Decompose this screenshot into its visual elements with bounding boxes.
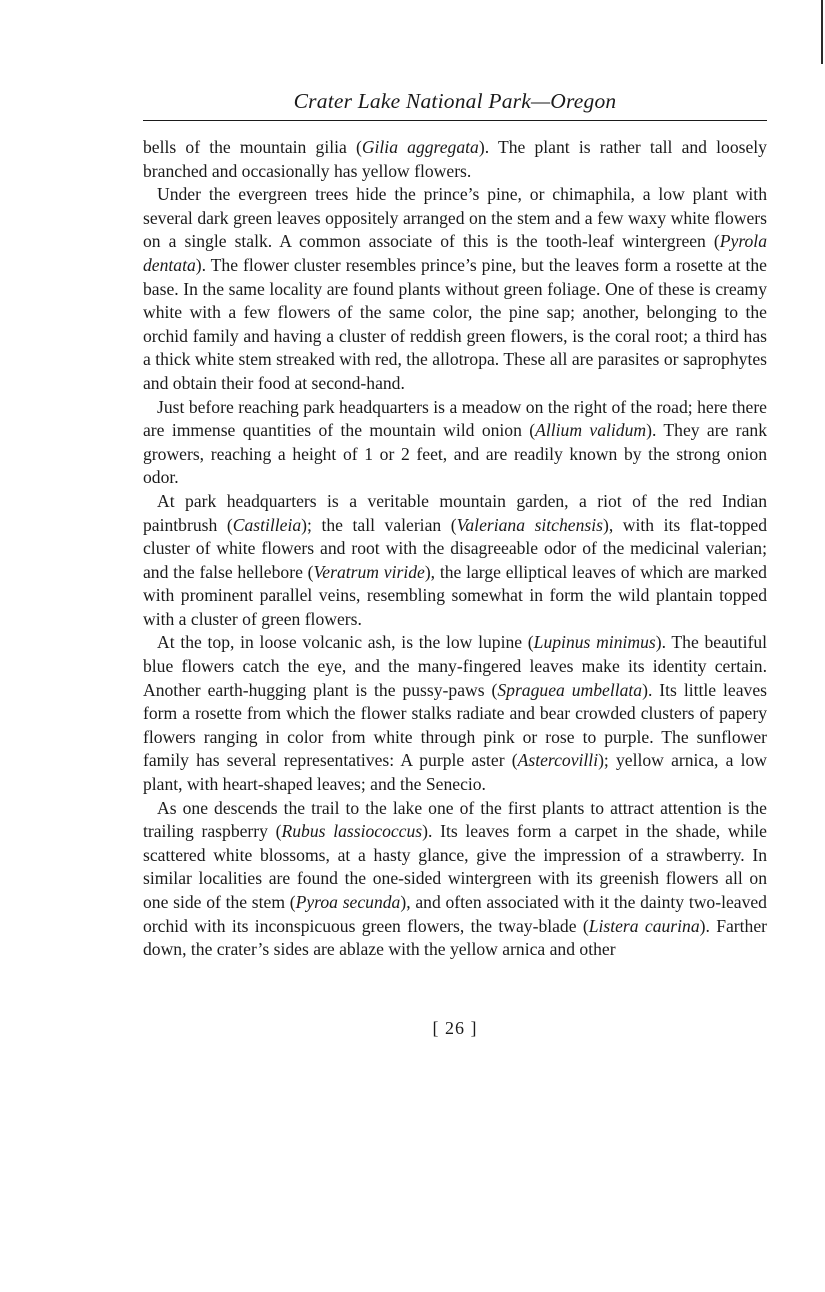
text-run: ). The plant is rather tall and loosely branched and occasionally has yellow flowers. [143, 137, 767, 181]
paragraph [143, 631, 767, 796]
text-run: ). The beautiful blue flowers catch the eye, and the many-fingered leaves make its identity certain. Another earth-hugging plant is the pussy-paws ( [143, 632, 768, 700]
text-run: ). The flower cluster resembles prince’s pine, but the leaves form a rosette at the base. In the same locality are found plants without green foliage. One of these is creamy white with a few flowers of the same color, the pine sap; another, belonging to the orchid family and having a cluster of reddish green flowers, is the coral root; a third has a thick white stem streaked with red, the allotropa. These all are parasites or saprophytes and obtain their food at second-hand. [143, 254, 767, 393]
running-head: Crater Lake National Park—Oregon [293, 89, 617, 113]
species-name: Allium validum [535, 420, 647, 441]
body-text [143, 136, 767, 962]
text-run: Just before reaching park headquarters is a meadow on the right of the road; here there are immense quantities of the mountain wild onion ( [143, 396, 767, 441]
text-run: ), with its flat-topped cluster of white flowers and root with the disagreeable odor of the medicinal valerian; and the false hellebore ( [143, 514, 767, 582]
species-name: Spraguea umbellata [497, 679, 643, 700]
text-run: ). Farther down, the crater’s sides are ablaze with the yellow arnica and other [143, 915, 767, 960]
text-run: ). They are rank growers, reaching a height of 1 or 2 feet, and are readily known by the strong onion odor. [143, 420, 768, 488]
paragraph [143, 183, 767, 395]
header-rule [143, 120, 767, 121]
text-run: At the top, in loose volcanic ash, is the low lupine ( [157, 632, 534, 653]
species-name: Valeriana sitchensis [456, 514, 603, 535]
paragraph [143, 797, 767, 962]
text-run: ); yellow arnica, a low plant, with heart-shaped leaves; and the Senecio. [143, 750, 767, 795]
text-run: ), the large elliptical leaves of which are marked with prominent parallel veins, resembling somewhat in form the wild plantain topped with a cluster of green flowers. [143, 561, 767, 629]
species-name: Castilleia [232, 514, 302, 535]
text-run: As one descends the trail to the lake one of the first plants to attract attention is the trailing raspberry ( [143, 797, 767, 842]
text-run: At park headquarters is a veritable mountain garden, a riot of the red Indian paintbrush ( [143, 490, 767, 535]
species-name: Listera caurina [588, 915, 700, 936]
paragraph [143, 136, 767, 183]
paragraph [143, 396, 767, 490]
text-run: ); the tall valerian ( [301, 514, 457, 535]
species-name: Astercovilli [517, 750, 599, 771]
text-run: ), and often associated with it the dainty two-leaved orchid with its inconspicuous green flowers, the tway-blade ( [143, 892, 767, 936]
text-run: bells of the mountain gilia ( [143, 137, 362, 157]
paragraph [143, 490, 767, 632]
species-name: Lupinus minimus [533, 632, 656, 653]
text-run: ). Its little leaves form a rosette from which the flower stalks radiate and bear crowded clusters of papery flowers ranging in color from white through pink or rose to purple. The sunflower family has several representatives: A purple aster ( [143, 679, 767, 771]
species-name: Rubus lassiococcus [281, 821, 423, 842]
text-run: Under the evergreen trees hide the prince’s pine, or chimaphila, a low plant with several dark green leaves oppositely arranged on the stem and a few waxy white flowers on a single stalk. A common associate of this is the tooth-leaf wintergreen ( [143, 184, 767, 252]
species-name: Pyrola dentata [143, 231, 767, 275]
text-run: ). Its leaves form a carpet in the shade, while scattered white blossoms, at a hasty glance, give the impression of a strawberry. In similar localities are found the one-sided wintergreen with its greenish flowers all on one side of the stem ( [143, 821, 767, 912]
species-name: Gilia aggregata [361, 137, 479, 157]
scan-edge-line [821, 0, 823, 64]
page-number: [ 26 ] [432, 1018, 478, 1038]
species-name: Pyroa secunda [295, 892, 401, 912]
species-name: Veratrum viride [313, 561, 425, 582]
